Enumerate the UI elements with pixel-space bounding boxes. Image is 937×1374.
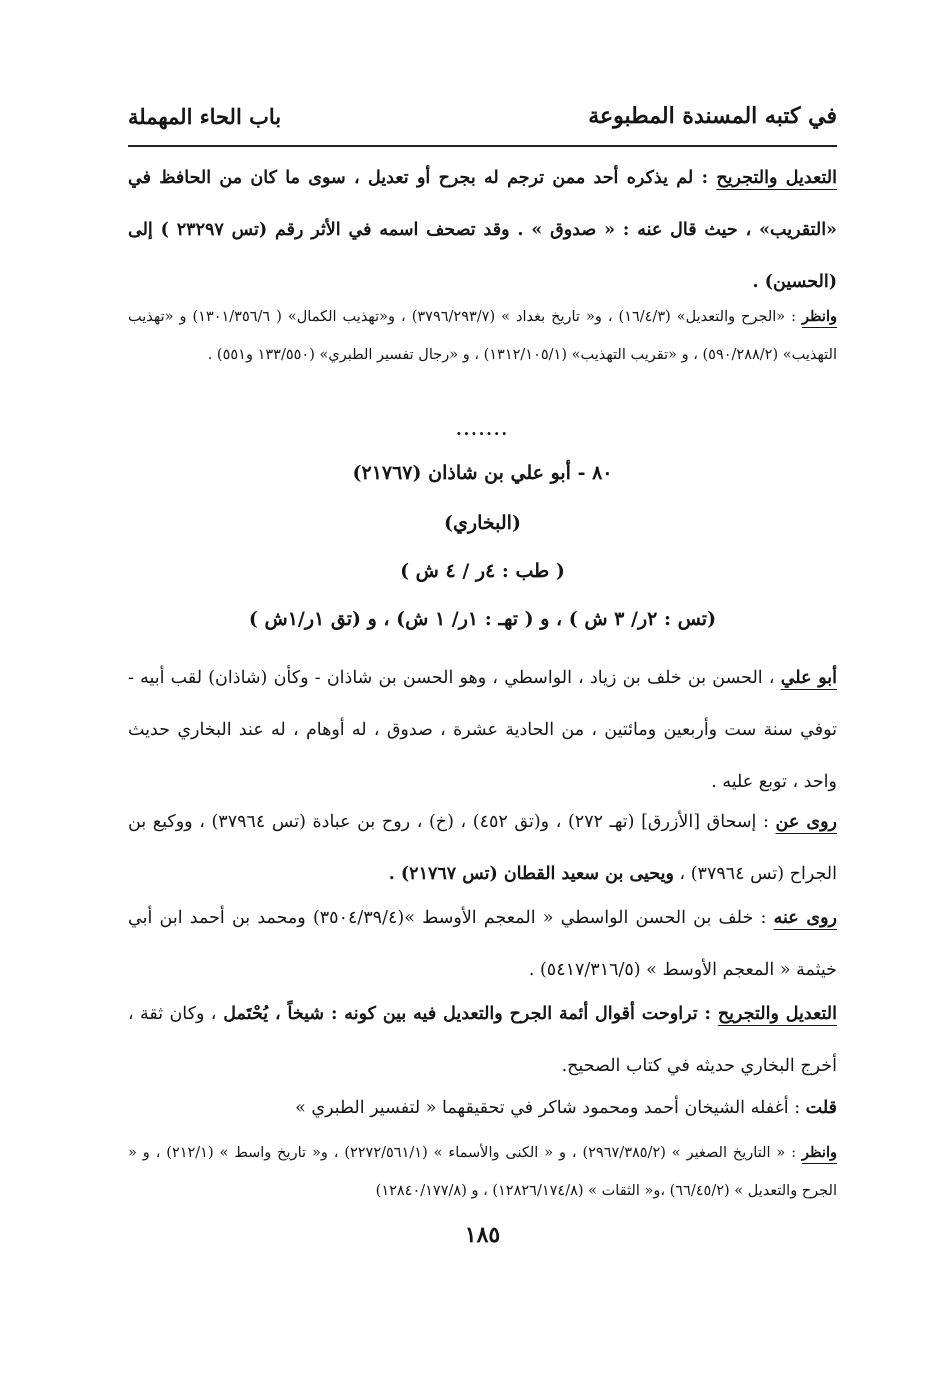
entry-code-primary: ( طب : ٤ر / ٤ ش ) bbox=[400, 560, 565, 582]
running-header bbox=[128, 96, 837, 136]
header-rule bbox=[128, 145, 837, 147]
paragraph-narrated-from bbox=[128, 796, 837, 900]
paragraph-jarh-tadil-1 bbox=[128, 152, 837, 308]
paragraph-text: ، الحسن بن خلف بن زياد ، الواسطي ، وهو الحسن بن شاذان - وكأن (شاذان) لقب أبيه - توفي سنة ست وأربعين ومائتين ، من الحادية عشرة ، صدوق ، له أوهام ، له عند البخاري حديث واحد ، توبع عليه . bbox=[128, 668, 837, 792]
paragraph-narrated-by bbox=[128, 892, 837, 996]
paragraph-text: : خلف بن الحسن الواسطي « المعجم الأوسط »(٣٥٠٤/٣٩/٤) ومحمد بن أحمد ابن أبي خيثمة « المعجم الأوسط » (٥٤١٧/٣١٦/٥) . bbox=[128, 908, 837, 980]
section-label: روى عن bbox=[775, 812, 837, 832]
entry-title: ٨٠ - أبو علي بن شاذان (٢١٧٦٧) bbox=[352, 462, 613, 484]
section-label: التعديل والتجريح bbox=[716, 168, 837, 188]
section-separator: ....... bbox=[456, 420, 509, 439]
section-label: روى عنه bbox=[773, 908, 838, 928]
entry-source: (البخاري) bbox=[444, 512, 521, 534]
header-chapter-title: باب الحاء المهملة bbox=[128, 103, 282, 129]
section-label: وانظر bbox=[802, 1144, 837, 1161]
section-label: قلت bbox=[805, 1098, 837, 1118]
section-label: التعديل والتجريح bbox=[717, 1004, 837, 1024]
section-label: أبو علي bbox=[780, 668, 837, 688]
section-label: وانظر bbox=[802, 308, 837, 325]
page-number: ١٨٥ bbox=[464, 1222, 501, 1248]
paragraph-jarh-tadil-2 bbox=[128, 988, 837, 1092]
paragraph-text: ، وكان ثقة ، أخرج البخاري حديثه في كتاب الصحيح. bbox=[128, 1004, 837, 1076]
entry-code-secondary: (تس : ٢ر/ ٣ ش ) ، و ( تهـ : ١ر/ ١ ش) ، و (تق ١ر/١ش ) bbox=[248, 608, 717, 630]
footnote-text: : «الجرح والتعديل» (١٦/٤/٣) ، و« تاريخ بغداد » (٣٧٩٦/٢٩٣/٧) ، و«تهذيب الكمال» ( ١٣٠١/٣٥٦/٦) و «تهذيب التهذيب» (٥٩٠/٢٨٨/٢) ، و «تقريب التهذيب» (١٣١٢/١٠٥/١) ، و «رجال تفسير الطبري» (١٣٣/٥٥٠ و٥٥١) . bbox=[128, 309, 837, 363]
paragraph-text: : إسحاق [الأزرق] (تهـ ٢٧٢) ، و(تق ٤٥٢) ، (خ) ، روح بن عبادة (تس ٣٧٩٦٤) ، ووكيع بن الجراح (تس ٣٧٩٦٤) ، bbox=[128, 812, 837, 884]
header-book-title: في كتبه المسندة المطبوعة bbox=[588, 103, 837, 129]
paragraph-text: : أغفله الشيخان أحمد ومحمود شاكر في تحقيقهما « لتفسير الطبري » bbox=[295, 1098, 806, 1118]
paragraph-text-bold: : تراوحت أقوال أئمة الجرح والتعديل فيه بين كونه : شيخاً ، يُحْتَمل bbox=[216, 1004, 718, 1024]
paragraph-text: : لم يذكره أحد ممن ترجم له بجرح أو تعديل ، سوى ما كان من الحافظ في «التقريب» ، حيث قال عنه : « صدوق » . وقد تصحف اسمه في الأثر رقم (تس ٢٣٢٩٧ ) إلى (الحسين) . bbox=[128, 168, 837, 292]
paragraph-text-bold: ويحيى بن سعيد القطان (تس ٢١٧٦٧) . bbox=[388, 864, 674, 884]
paragraph-editor-note bbox=[128, 1082, 837, 1134]
paragraph-biography bbox=[128, 652, 837, 808]
footnote-text: : « التاريخ الصغير » (٢٩٦٧/٣٨٥/٢) ، و « الكنى والأسماء » (٢٢٧٢/٥٦١/١) ، و« تاريخ واسط » (٢١٢/١) ، و « الجرح والتعديل » (٦٦/٤٥/٢) ،و« الثقات » (١٢٨٢٦/١٧٤/٨) ، و (١٢٨٤٠/١٧٧/٨) bbox=[128, 1145, 837, 1199]
footnote-references-1 bbox=[128, 298, 837, 374]
footnote-references-2 bbox=[128, 1134, 837, 1210]
